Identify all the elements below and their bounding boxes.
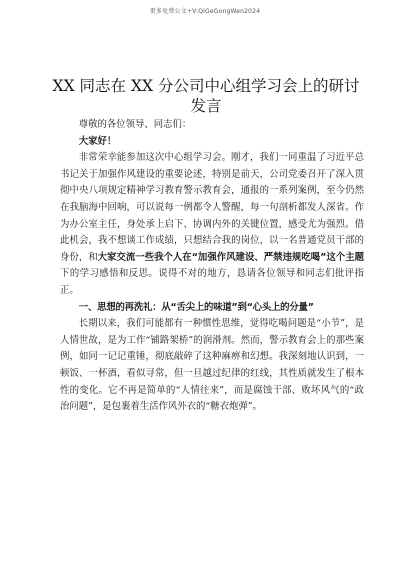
section-heading-1: 一、思想的再洗礼：从“舌尖上的味道”到“心头上的分量”: [78, 301, 314, 313]
document-body: [60, 117, 364, 416]
document-title: XX 同志在 XX 分公司中心组学习会上的研讨发言: [52, 77, 360, 115]
paragraph-intro-emphasis: 大家交流一些我个人在“加强作风建设、严禁违规吃喝”这个主题: [97, 251, 364, 263]
paragraph-intro-text: 非常荣幸能参加这次中心组学习会。刚才，我们一同重温了习近平总书记关于加强作风建设的重要论述，特别是前天，公司党委召开了深入贯彻中央八项规定精神学习教育警示教育会，通报的一系列案例，至今仍然在我脑海中回响，可以说每一例都令人警醒，每一句剖析都发人深省。作为办公室主任，身处承上启下、协调内外的关键位置，感受尤为强烈。借此机会，我不想谈工作成绩，只想结合我的岗位，以一名普通党员干部的身份，和: [60, 152, 364, 263]
greeting: 大家好！: [78, 135, 117, 147]
watermark-text: 更多免费公文+V:QiGeGongWen2024: [149, 8, 261, 15]
salutation: 尊敬的各位领导、同志们：: [78, 119, 192, 130]
paragraph-intro-end: 下的学习感悟和反思。说得不对的地方，恳请各位领导和同志们批评指正。: [60, 268, 364, 296]
paragraph-section-1: 长期以来，我们可能都有一种惯性思维，觉得吃喝问题是“小节”，是人情世故，是为工作“铺路架桥”的润滑剂。然而，警示教育会上的那些案例，如同一记记重锤，彻底敲碎了这种麻痹和幻想。我深刻地认识到，一顿饭、一杯酒，看似寻常，但一旦越过纪律的红线，其性质就发生了根本性的变化。它不再是简单的“人情往来”，而是腐蚀干部、败坏风气的“政治问题”，是包裹着生活作风外衣的“糖衣炮弹”。: [60, 318, 364, 413]
paragraph-intro: [60, 150, 364, 299]
